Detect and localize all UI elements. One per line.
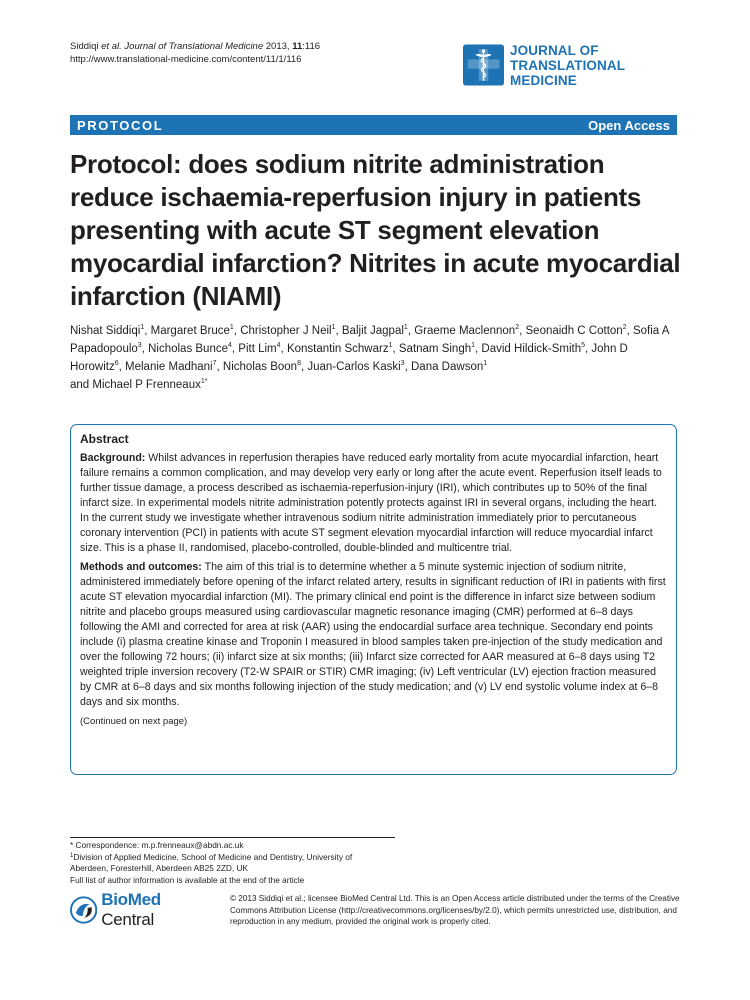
citation-header <box>70 40 320 66</box>
citation-et-al: et al. <box>101 41 122 52</box>
author-name: Christopher J Neil <box>240 325 332 337</box>
affiliation-number: 1 <box>70 852 74 859</box>
abstract-methods <box>80 560 667 710</box>
article-type: PROTOCOL <box>77 117 164 133</box>
author-affiliation: 7 <box>212 360 217 367</box>
author-name: Michael P Frenneaux <box>92 379 201 391</box>
author-name: Juan-Carlos Kaski <box>307 361 401 373</box>
author <box>307 361 404 373</box>
journal-logo[interactable] <box>463 42 683 88</box>
citation-year: 2013, <box>265 41 290 52</box>
author-name: Konstantin Schwarz <box>286 343 389 355</box>
author-affiliation: 2 <box>622 324 627 331</box>
wordmark-central: Central <box>101 910 154 929</box>
author <box>238 343 280 355</box>
author-list: Nishat Siddiqi$^1$, Margaret Bruce$^1$, Christopher J Neil$^1$, Baljit Jagpal$^1$, Graeme Maclennon$^2$, Seonaidh C Cotton$^2$, Sofia A Papadopoulo$^3$, Nicholas Bunce$^4$, Pitt Lim$^4$, Konstantin Schwarz$^1$, Satnam Singh$^1$, David Hildick-Smith$^5$, John D Horowitz$^6$, Melanie Madhani$^7$, Nicholas Boon$^8$, Juan-Carlos Kaski$^3$, Dana Dawson$^1$ and Michael P Frenneaux$^{1*}$ <box>70 324 669 391</box>
footnotes <box>70 840 380 886</box>
author <box>414 325 519 337</box>
author-name: John D Horowitz <box>70 343 628 373</box>
author-affiliation: 1 <box>483 360 488 367</box>
author-name: Sofia A Papadopoulo <box>70 325 669 355</box>
author-affiliation: 1 <box>229 324 234 331</box>
biomed-central-wordmark <box>101 890 215 930</box>
license-statement: © 2013 Siddiqi et al.; licensee BioMed Central Ltd. This is an Open Access article distributed under the terms of the Creative Commons Attribution License (http://creativecommons.org/licenses/by/2.0), which permits unrestricted use, distribution, and reproduction in any medium, provided the original work is properly cited. <box>230 894 680 926</box>
author-name: Nicholas Boon <box>222 361 298 373</box>
open-access-label: Open Access <box>588 117 670 133</box>
author <box>151 325 234 337</box>
author <box>70 325 144 337</box>
correspondence <box>70 840 380 852</box>
logo-line-2: TRANSLATIONAL MEDICINE <box>510 57 625 88</box>
author <box>240 325 335 337</box>
article-url[interactable]: http://www.translational-medicine.com/content/11/1/116 <box>70 54 302 65</box>
author <box>399 343 475 355</box>
affiliation-text: Division of Applied Medicine, School of Medicine and Dentistry, University of Aberdeen, Foresterhill, Aberdeen AB25 2ZD, UK <box>70 851 353 873</box>
background-text: Whilst advances in reperfusion therapies have reduced early mortality from acute myocardial infarction, heart failure remains a common complication, and may develop very early or long after the acute event. Reperfusion itself leads to further tissue damage, a process described as ischaemia-reperfusion-injury (IRI), which contributes up to 50% of the final infarct size. In experimental models nitrite administration potently protects against IRI in several organs, including the heart. In the current study we investigate whether intravenous sodium nitrite administration immediately prior to percutaneous coronary intervention (PCI) in patients with acute ST segment elevation myocardial infarction will reduce myocardial infarct size. This is a phase II, randomised, placebo-controlled, double-blinded and multicentre trial. <box>80 452 662 554</box>
author-name: Pitt Lim <box>238 343 277 355</box>
methods-label: Methods and outcomes: <box>80 561 202 573</box>
wordmark-biomed: BioMed <box>101 890 161 909</box>
continued-note: (Continued on next page) <box>80 716 188 727</box>
author-affiliation: 8 <box>297 360 301 367</box>
author-affiliation: 1 <box>403 324 408 331</box>
abstract-heading: Abstract <box>80 432 129 446</box>
logo-line-1: JOURNAL OF <box>510 42 599 58</box>
author <box>342 325 408 337</box>
author <box>411 361 487 373</box>
methods-text: The aim of this trial is to determine whether a 5 minute systemic injection of sodium nitrite, administered immediately before opening of the infarct related artery, results in significant reduction of IRI in patients with first acute ST elevation myocardial infarction (MI). The primary clinical end point is the difference in infarct size between sodium nitrite and placebo groups measured using cardiovascular magnetic resonance imaging (CMR) performed at 6–8 days following the AMI and corrected for area at risk (AAR) using the endocardial surface area technique. Secondary end points include (i) plasma creatine kinase and Troponin I measured in blood samples taken pre-injection of the study medication and over the following 72 hours; (ii) infarct size at six months; (iii) Infarct size corrected for AAR measured at 6–8 days using T2 weighted triple inversion recovery (T2-W SPAIR or STIR) CMR imaging; (iv) Left ventricular (LV) ejection fraction measured by CMR at 6–8 days and six months following injection of the study medication; and (v) LV end systolic volume index at 6–8 days and six months. <box>80 561 666 708</box>
author-affiliation: 4 <box>228 342 232 349</box>
journal-logo-text <box>510 43 683 88</box>
author <box>148 343 232 355</box>
author-affiliation: 1* <box>200 378 208 385</box>
author <box>526 325 627 337</box>
author-affiliation: 1 <box>388 342 393 349</box>
citation-author: Siddiqi <box>70 41 99 52</box>
author-name: Satnam Singh <box>398 343 472 355</box>
author-affiliation: 3 <box>400 360 405 367</box>
author-affiliation: 6 <box>114 360 119 367</box>
footnote-divider <box>70 837 395 838</box>
full-author-info-note: Full list of author information is available at the end of the article <box>70 874 305 885</box>
author-name: Graeme Maclennon <box>414 325 516 337</box>
citation-line <box>70 40 320 53</box>
author-affiliation: 1 <box>331 324 336 331</box>
author-affiliation: 4 <box>276 342 281 349</box>
citation-journal: Journal of Translational Medicine <box>124 41 264 52</box>
author <box>287 343 393 355</box>
author-name: Nicholas Bunce <box>148 343 228 355</box>
author-name: Seonaidh C Cotton <box>525 325 623 337</box>
author-affiliation: 1 <box>471 342 476 349</box>
author-affiliation: 1 <box>140 324 145 331</box>
author <box>125 361 217 373</box>
abstract-background <box>80 451 667 556</box>
article-title: Protocol: does sodium nitrite administration reduce ischaemia-reperfusion injury in patients presenting with acute ST segment elevation myocardial infarction? Nitrites in acute myocardial infarction (NIAMI) <box>70 149 681 311</box>
author-affiliation: 2 <box>515 324 520 331</box>
author-affiliation: 3 <box>137 342 142 349</box>
article-type-bar <box>70 115 677 135</box>
author-name: Dana Dawson <box>411 361 484 373</box>
author-name: Melanie Madhani <box>125 361 213 373</box>
author-name: Nishat Siddiqi <box>70 325 141 337</box>
citation-pages: :116 <box>302 41 321 52</box>
correspondence-label: * Correspondence: <box>70 840 142 850</box>
author-name: Margaret Bruce <box>150 325 230 337</box>
author <box>92 379 207 391</box>
biomed-swirl-icon <box>70 896 97 924</box>
caduceus-cross-icon <box>463 43 504 87</box>
author-affiliation: 5 <box>581 342 586 349</box>
abstract-box <box>70 424 677 775</box>
citation-volume: 11 <box>292 41 303 52</box>
author <box>223 361 301 373</box>
author <box>481 343 585 355</box>
author-name: David Hildick-Smith <box>481 343 582 355</box>
affiliation <box>70 852 380 875</box>
correspondence-email[interactable]: m.p.frenneaux@abdn.ac.uk <box>141 840 244 850</box>
author-name: Baljit Jagpal <box>341 325 404 337</box>
background-label: Background: <box>80 452 146 464</box>
biomed-central-logo[interactable] <box>70 890 215 930</box>
